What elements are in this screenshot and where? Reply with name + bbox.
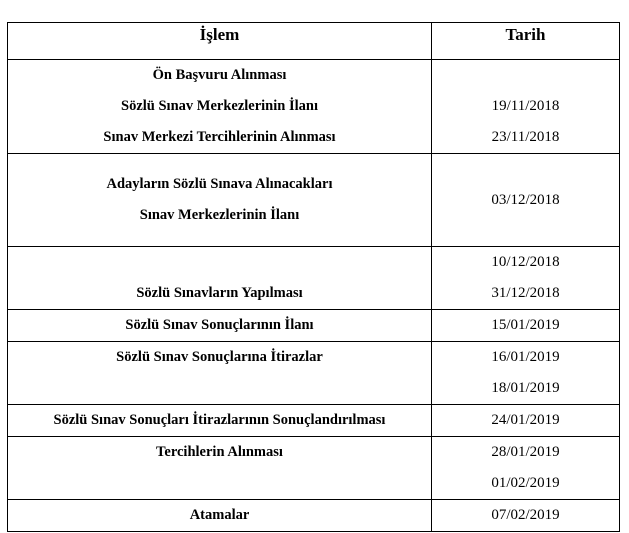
tarih-cell bbox=[432, 405, 620, 437]
schedule-table bbox=[7, 22, 620, 532]
islem-line: Sınav Merkezi Tercihlerinin Alınması bbox=[103, 129, 336, 145]
tarih-line: 28/01/2019 bbox=[491, 444, 560, 460]
table-row bbox=[8, 500, 620, 532]
islem-line: Adayların Sözlü Sınava Alınacakları bbox=[106, 176, 333, 192]
islem-cell bbox=[8, 500, 432, 532]
table-row bbox=[8, 247, 620, 310]
tarih-line: 01/02/2019 bbox=[491, 475, 560, 491]
table-row bbox=[8, 342, 620, 405]
islem-line: Ön Başvuru Alınması bbox=[152, 67, 287, 83]
table-row bbox=[8, 405, 620, 437]
islem-cell bbox=[8, 154, 432, 247]
tarih-line: 03/12/2018 bbox=[491, 191, 560, 208]
tarih-line: 15/01/2019 bbox=[491, 317, 560, 333]
islem-line: Sözlü Sınav Sonuçlarına İtirazlar bbox=[116, 349, 323, 365]
tarih-cell bbox=[432, 247, 620, 310]
tarih-line: 07/02/2019 bbox=[491, 507, 560, 523]
tarih-line: 10/12/2018 bbox=[491, 254, 560, 270]
table-row bbox=[8, 60, 620, 154]
islem-cell bbox=[8, 437, 432, 500]
islem-line: Sözlü Sınav Merkezlerinin İlanı bbox=[121, 98, 318, 114]
islem-cell bbox=[8, 60, 432, 154]
islem-line: Sınav Merkezlerinin İlanı bbox=[139, 207, 300, 223]
tarih-line: 16/01/2019 bbox=[491, 349, 560, 365]
table-row bbox=[8, 437, 620, 500]
islem-cell bbox=[8, 342, 432, 405]
tarih-line: 18/01/2019 bbox=[491, 380, 560, 396]
islem-cell bbox=[8, 405, 432, 437]
tarih-cell bbox=[432, 154, 620, 247]
header-islem: İşlem bbox=[8, 23, 432, 60]
tarih-line: 31/12/2018 bbox=[491, 285, 560, 301]
islem-cell bbox=[8, 247, 432, 310]
islem-line: Tercihlerin Alınması bbox=[156, 444, 283, 460]
islem-line: Sözlü Sınav Sonuçlarının İlanı bbox=[125, 317, 314, 333]
table-row bbox=[8, 310, 620, 342]
tarih-cell bbox=[432, 342, 620, 405]
header-tarih: Tarih bbox=[432, 23, 620, 60]
islem-line: Atamalar bbox=[189, 507, 250, 523]
header-row bbox=[8, 23, 620, 60]
tarih-cell bbox=[432, 437, 620, 500]
tarih-cell bbox=[432, 500, 620, 532]
tarih-line: 24/01/2019 bbox=[491, 412, 560, 428]
islem-line: Sözlü Sınav Sonuçları İtirazlarının Sonuçlandırılması bbox=[53, 412, 386, 428]
tarih-cell bbox=[432, 60, 620, 154]
tarih-line: 23/11/2018 bbox=[491, 129, 560, 145]
tarih-line: 19/11/2018 bbox=[491, 98, 560, 114]
schedule-body bbox=[8, 60, 620, 532]
tarih-cell bbox=[432, 310, 620, 342]
islem-cell bbox=[8, 310, 432, 342]
table-row bbox=[8, 154, 620, 247]
islem-line: Sözlü Sınavların Yapılması bbox=[136, 285, 303, 301]
